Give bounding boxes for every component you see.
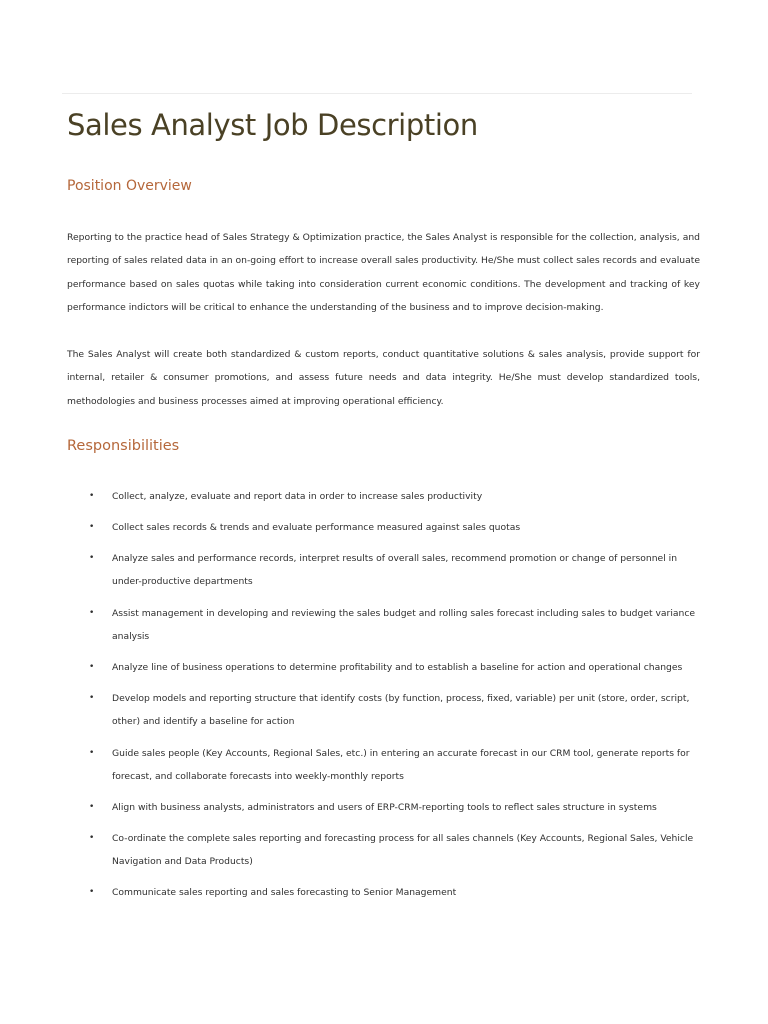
bullet-icon: • [89,522,95,532]
list-item [89,687,697,734]
list-item [89,602,697,649]
list-item-text: Collect sales records & trends and evaluate performance measured against sales quotas [112,522,521,533]
list-item-text: Align with business analysts, administrators and users of ERP-CRM-reporting tools to reflect sales structure in systems [112,802,657,813]
list-item [89,881,697,904]
list-item [89,547,697,594]
bullet-icon: • [89,833,95,843]
list-item [89,516,697,539]
bullet-icon: • [89,662,95,672]
section-heading-responsibilities: Responsibilities [67,438,180,454]
list-item-text: Develop models and reporting structure that identify costs (by function, process, fixed, variable) per unit (store, order, script, other) and identify a baseline for action [112,693,690,728]
list-item [89,485,697,508]
list-item-text: Co-ordinate the complete sales reporting and forecasting process for all sales channels (Key Accounts, Regional Sales, Vehicle Navigation and Data Products) [112,833,694,868]
list-item-text: Analyze line of business operations to determine profitability and to establish a baseline for action and operational changes [112,662,683,673]
overview-paragraph: The Sales Analyst will create both standardized & custom reports, conduct quantitative solutions & sales analysis, provide support for internal, retailer & consumer promotions, and assess future needs and data integrity. He/She must develop standardized tools, methodologies and business processes aimed at improving operational efficiency. [67,349,700,407]
list-item-text: Collect, analyze, evaluate and report data in order to increase sales productivity [112,491,483,502]
list-item [89,742,697,789]
list-item-text: Communicate sales reporting and sales forecasting to Senior Management [112,887,457,898]
bullet-icon: • [89,748,95,758]
list-item [89,827,697,874]
list-item-text: Assist management in developing and reviewing the sales budget and rolling sales forecast including sales to budget variance analysis [112,608,696,643]
overview-paragraph: Reporting to the practice head of Sales Strategy & Optimization practice, the Sales Analyst is responsible for the collection, analysis, and reporting of sales related data in an on-going effort to increase overall sales productivity. He/She must collect sales records and evaluate performance based on sales quotas while taking into consideration current economic conditions. The development and tracking of key performance indictors will be critical to enhance the understanding of the business and to improve decision-making. [67,232,700,314]
bullet-icon: • [89,693,95,703]
document-title: Sales Analyst Job Description [67,108,478,142]
header-divider [62,93,692,94]
list-item-text: Analyze sales and performance records, interpret results of overall sales, recommend promotion or change of personnel in under-productive departments [112,553,678,588]
bullet-icon: • [89,553,95,563]
bullet-icon: • [89,802,95,812]
bullet-icon: • [89,608,95,618]
list-item-text: Guide sales people (Key Accounts, Regional Sales, etc.) in entering an accurate forecast in our CRM tool, generate reports for forecast, and collaborate forecasts into weekly-monthly reports [112,748,690,783]
bullet-icon: • [89,491,95,501]
list-item [89,796,697,819]
list-item [89,656,697,679]
section-heading-position-overview: Position Overview [67,178,192,194]
bullet-icon: • [89,887,95,897]
